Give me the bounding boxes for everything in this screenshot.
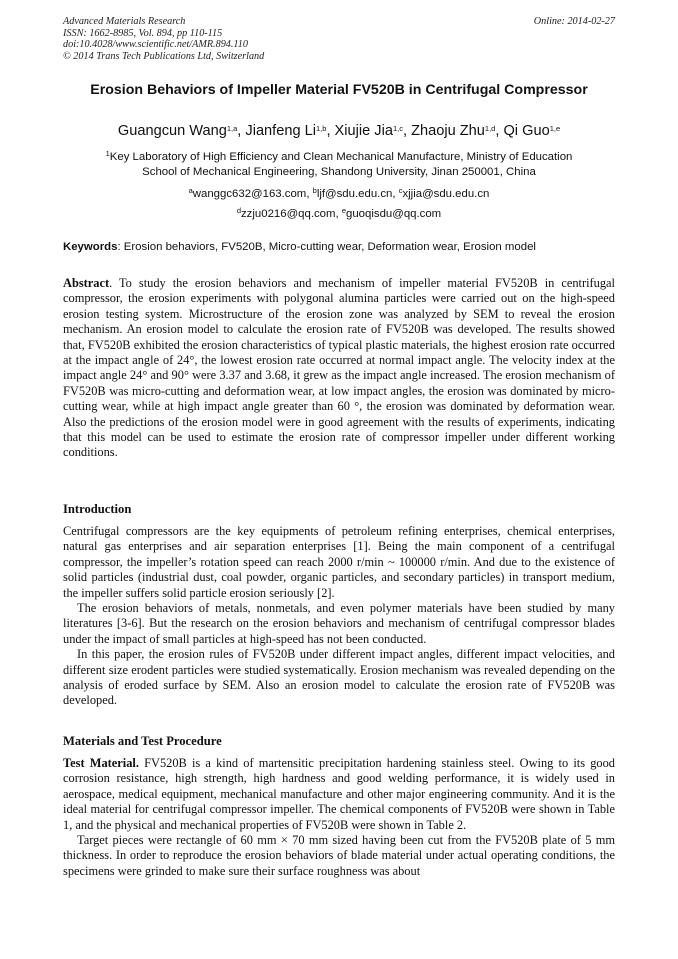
author-sup: 1,a (226, 124, 238, 133)
paragraph: Centrifugal compressors are the key equipments of petroleum refining enterprises, chemical enterprises, natural gas enterprises and air separation enterprises [1]. Being the main component of a centrifugal compressor, the impeller’s rotation speed can reach 2000 r/min ~ 100000 r/min. And due to the existence of solid particles (industrial dust, coal powder, organic particles, and secondary particles) in transport medium, the impeller suffers solid particle erosion seriously [2]. (63, 524, 615, 600)
author-list: Guangcun Wang$^{1,a}$, Jianfeng Li$^{1,b}$, Xiujie Jia$^{1,c}$, Zhaoju Zhu$^{1,d}$, Qi Guo$^{1,e}$ (117, 123, 561, 139)
author-sup: 1,d (484, 124, 496, 133)
issn-line: ISSN: 1662-8985, Vol. 894, pp 110-115 (63, 27, 223, 39)
introduction-heading: Introduction (63, 502, 132, 516)
online-date: Online: 2014-02-27 (533, 16, 615, 27)
email-address[interactable]: xjjia@sdu.edu.cn (402, 188, 490, 200)
keywords-label: Keywords (63, 241, 118, 253)
email-address[interactable]: wanggc632@163.com (192, 188, 307, 200)
author-sup: 1,e (549, 124, 561, 133)
email-block: $^a$wanggc632@163.com, $^b$ljf@sdu.edu.cn, $^c$xjjia@sdu.edu.cn $^d$zzju0216@qq.com, $^e$guoqisdu@qq.com (188, 186, 490, 220)
affiliation-line-2: School of Mechanical Engineering, Shandong University, Jinan 250001, China (142, 166, 536, 178)
affiliation-sup: 1 (105, 149, 110, 158)
doi-line: doi:10.4028/www.scientific.net/AMR.894.110 (63, 39, 248, 51)
email-sup: c (398, 186, 403, 195)
journal-name: Advanced Materials Research (63, 16, 186, 27)
author-name: Jianfeng Li (245, 123, 316, 139)
affiliation (40, 150, 638, 180)
materials-body (63, 756, 615, 879)
test-material-subhead: Test Material. (63, 756, 139, 770)
paragraph (63, 756, 615, 833)
keywords-text: : Erosion behaviors, FV520B, Micro-cutting wear, Deformation wear, Erosion model (117, 241, 536, 253)
abstract-text: . To study the erosion behaviors and mechanism of impeller material FV520B in centrifugal compressor, the erosion experiments with polygonal alumina particles were carried out on the high-speed erosion testing system. Microstructure of the erosion zone was analyzed by SEM to reveal the erosion mechanism. An erosion model to calculate the erosion rate of FV520B was developed. The results showed that, FV520B exhibited the erosion characteristics of typical plastic materials, the highest erosion rate occurred at the impact angle of 24°, the lowest erosion rate occurred at normal impact angle. The velocity index at the impact angle 24° and 90° were 3.37 and 3.68, it grew as the impact angle increased. The erosion mechanism of FV520B was micro-cutting and deformation wear, at low impact angles, the erosion was dominated by micro-cutting wear, while at high impact angle greater than 60 °, the erosion was dominated by deformation wear. Also the predictions of the erosion model were in good agreement with the results of experiments, indicating that this model can be used to estimate the erosion rate of compressor impeller under different working conditions. (63, 276, 615, 460)
introduction-body (63, 524, 615, 709)
author-sup: 1,c (392, 124, 403, 133)
abstract (63, 276, 615, 461)
author-name: Xiujie Jia (334, 123, 393, 139)
paragraph: In this paper, the erosion rules of FV520B under different impact angles, different impact velocities, and different size erodent particles were studied systematically. Erosion mechanism was revealed depending on the analysis of eroded surface by SEM. Also an erosion model to calculate the erosion rate of FV520B was developed. (63, 647, 615, 708)
paper-title: Erosion Behaviors of Impeller Material FV520B in Centrifugal Compressor (90, 82, 588, 98)
email-sup: a (188, 186, 193, 195)
journal-header (63, 16, 264, 62)
materials-heading: Materials and Test Procedure (63, 734, 222, 748)
email-sup: b (312, 186, 317, 195)
author-name: Guangcun Wang (117, 123, 227, 139)
abstract-label: Abstract (63, 276, 110, 290)
author-name: Zhaoju Zhu (411, 123, 485, 139)
email-address[interactable]: ljf@sdu.edu.cn (316, 188, 393, 200)
author-name: Qi Guo (503, 123, 550, 139)
author-sup: 1,b (316, 124, 327, 133)
paragraph: The erosion behaviors of metals, nonmetals, and even polymer materials have been studied by many literatures [3-6]. But the research on the erosion behaviors and mechanism of centrifugal compressor blades under the impact of small particles at high-speed has not been conducted. (63, 601, 615, 646)
paragraph: Target pieces were rectangle of 60 mm × 70 mm sized having been cut from the FV520B plate of 5 mm thickness. In order to reproduce the erosion behaviors of blade material under actual operating conditions, the specimens were grinded to make sure their surface roughness was about (63, 833, 615, 878)
email-sup: d (236, 206, 241, 215)
keywords (63, 240, 623, 254)
email-sup: e (341, 206, 347, 215)
copyright-line: © 2014 Trans Tech Publications Ltd, Switzerland (63, 50, 265, 62)
email-address[interactable]: zzju0216@qq.com (240, 208, 336, 220)
affiliation-line-1: Key Laboratory of High Efficiency and Clean Mechanical Manufacture, Ministry of Education (109, 151, 573, 163)
paragraph-text: FV520B is a kind of martensitic precipitation hardening stainless steel. Owing to its good corrosion resistance, high strength, high hardness and good welding performance, it is widely used in aerospace, medical equipment, mechanical manufacture and other major engineering community. And it is the ideal material for centrifugal compressor impeller. The chemical components of FV520B were shown in Table 1, and the physical and mechanical properties of FV520B were shown in Table 2. (63, 756, 616, 832)
email-address[interactable]: guoqisdu@qq.com (346, 208, 442, 220)
